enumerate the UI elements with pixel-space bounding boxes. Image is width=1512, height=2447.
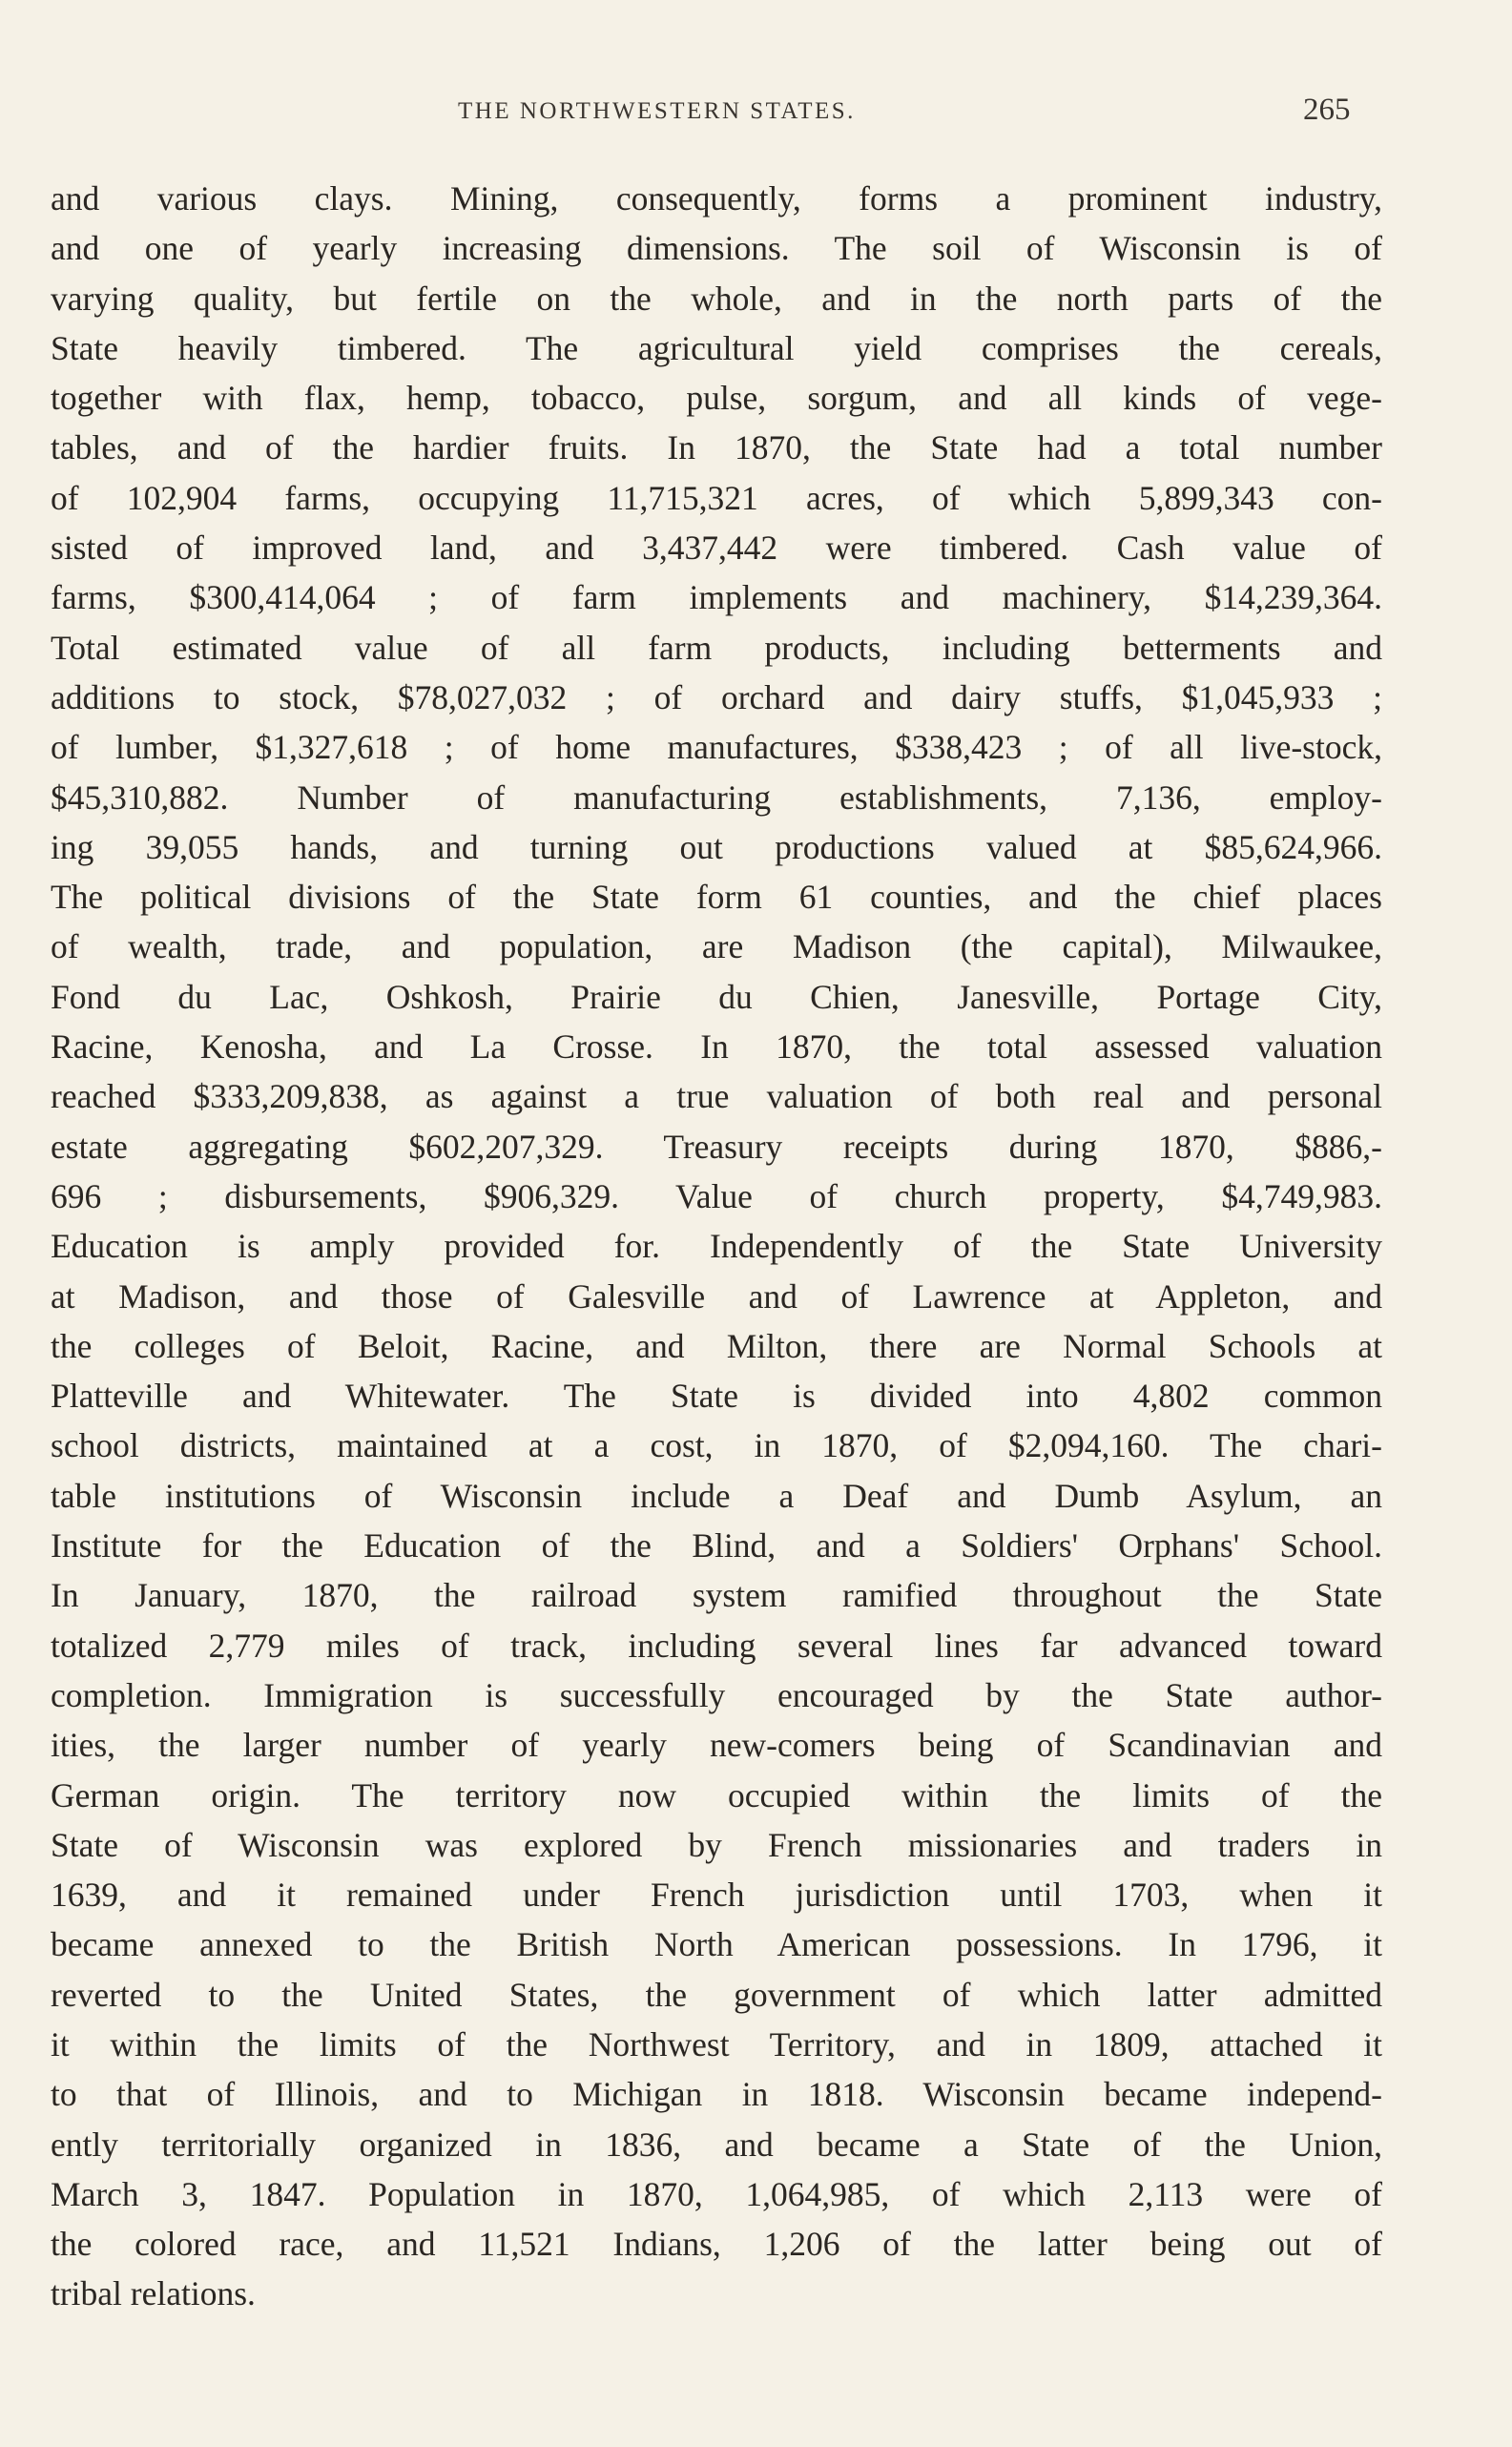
text-line: the colleges of Beloit, Racine, and Milton, there are Normal Schools at	[51, 1326, 1382, 1365]
text-line: the colored race, and 11,521 Indians, 1,206 of the latter being out of	[51, 2225, 1382, 2264]
text-line: $45,310,882. Number of manufacturing establishments, 7,136, employ-	[51, 778, 1382, 817]
text-line: and various clays. Mining, consequently, forms a prominent industry,	[51, 179, 1382, 218]
text-line: Education is amply provided for. Independently of the State University	[51, 1227, 1382, 1266]
text-line: together with flax, hemp, tobacco, pulse, sorgum, and all kinds of vege-	[51, 379, 1382, 418]
text-line: tribal relations.	[51, 2274, 256, 2313]
text-line: school districts, maintained at a cost, in 1870, of $2,094,160. The chari-	[51, 1426, 1382, 1465]
text-line: 696 ; disbursements, $906,329. Value of church property, $4,749,983.	[51, 1176, 1382, 1215]
text-line: completion. Immigration is successfully encouraged by the State author-	[51, 1675, 1382, 1714]
body-text	[51, 174, 1382, 2319]
text-line: table institutions of Wisconsin include a Deaf and Dumb Asylum, an	[51, 1476, 1382, 1515]
text-line: tables, and of the hardier fruits. In 1870, the State had a total number	[51, 428, 1382, 467]
text-line: to that of Illinois, and to Michigan in 1818. Wisconsin became independ-	[51, 2075, 1382, 2114]
text-line: In January, 1870, the railroad system ramified throughout the State	[51, 1576, 1382, 1615]
text-line: estate aggregating $602,207,329. Treasury receipts during 1870, $886,-	[51, 1127, 1382, 1166]
text-line: Platteville and Whitewater. The State is divided into 4,802 common	[51, 1377, 1382, 1416]
text-line: Total estimated value of all farm products, including betterments and	[51, 628, 1382, 667]
text-line: became annexed to the British North American possessions. In 1796, it	[51, 1925, 1382, 1964]
text-line: reverted to the United States, the government of which latter admitted	[51, 1975, 1382, 2014]
text-line: reached $333,209,838, as against a true valuation of both real and personal	[51, 1077, 1382, 1116]
text-line: Fond du Lac, Oshkosh, Prairie du Chien, Janesville, Portage City,	[51, 977, 1382, 1016]
page-number: 265	[1303, 93, 1351, 127]
text-line: State heavily timbered. The agricultural yield comprises the cereals,	[51, 328, 1382, 367]
text-line: 1639, and it remained under French jurisdiction until 1703, when it	[51, 1876, 1382, 1915]
text-line: varying quality, but fertile on the whole, and in the north parts of the	[51, 279, 1382, 318]
text-line: of lumber, $1,327,618 ; of home manufactures, $338,423 ; of all live-stock,	[51, 728, 1382, 767]
text-line: sisted of improved land, and 3,437,442 were timbered. Cash value of	[51, 529, 1382, 568]
text-line: State of Wisconsin was explored by French missionaries and traders in	[51, 1825, 1382, 1864]
running-head: THE NORTHWESTERN STATES.	[458, 98, 856, 124]
text-line: Institute for the Education of the Blind, and a Soldiers' Orphans' School.	[51, 1526, 1382, 1566]
text-line: and one of yearly increasing dimensions. The soil of Wisconsin is of	[51, 229, 1382, 268]
text-line: March 3, 1847. Population in 1870, 1,064,985, of which 2,113 were of	[51, 2174, 1382, 2213]
text-line: ing 39,055 hands, and turning out productions valued at $85,624,966.	[51, 827, 1382, 866]
text-line: ities, the larger number of yearly new-comers being of Scandinavian and	[51, 1726, 1382, 1765]
text-line: The political divisions of the State form 61 counties, and the chief places	[51, 878, 1382, 917]
text-line: additions to stock, $78,027,032 ; of orchard and dairy stuffs, $1,045,933 ;	[51, 677, 1382, 716]
text-line: of 102,904 farms, occupying 11,715,321 acres, of which 5,899,343 con-	[51, 478, 1382, 517]
text-line: Racine, Kenosha, and La Crosse. In 1870, the total assessed valuation	[51, 1027, 1382, 1067]
text-line: totalized 2,779 miles of track, including several lines far advanced toward	[51, 1626, 1382, 1665]
text-line: ently territorially organized in 1836, and became a State of the Union,	[51, 2125, 1382, 2164]
text-line: farms, $300,414,064 ; of farm implements and machinery, $14,239,364.	[51, 578, 1382, 617]
text-line: of wealth, trade, and population, are Madison (the capital), Milwaukee,	[51, 927, 1382, 966]
text-line: German origin. The territory now occupied within the limits of the	[51, 1775, 1382, 1815]
text-line: at Madison, and those of Galesville and of Lawrence at Appleton, and	[51, 1276, 1382, 1316]
text-line: it within the limits of the Northwest Territory, and in 1809, attached it	[51, 2024, 1382, 2063]
